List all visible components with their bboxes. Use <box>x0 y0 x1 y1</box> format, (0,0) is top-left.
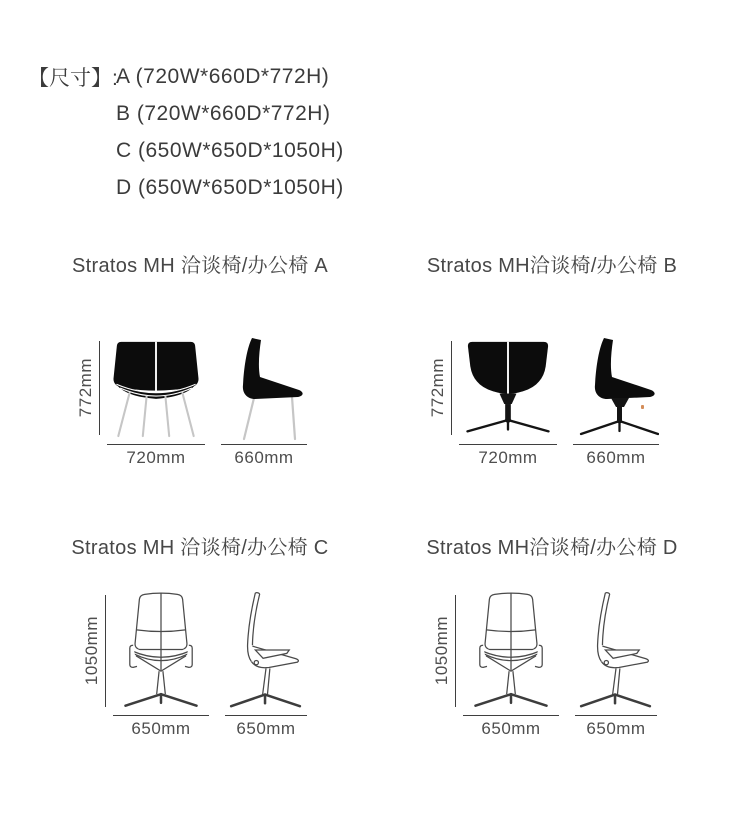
spec-item-a: A (720W*660D*772H) <box>116 64 330 88</box>
height-dimension-label: 1050mm <box>82 616 101 686</box>
side-view <box>575 590 657 739</box>
front-view <box>459 335 557 468</box>
spec-item-b: B (720W*660D*772H) <box>116 101 331 125</box>
spec-row <box>28 95 344 132</box>
spec-row <box>28 169 344 206</box>
chair-front-view-drawing <box>459 335 557 441</box>
depth-dimension-label: 650mm <box>225 715 307 739</box>
spec-row <box>28 132 344 169</box>
height-dimension <box>82 590 106 712</box>
depth-dimension-label: 650mm <box>575 715 657 739</box>
product-title-b: Stratos MH洽谈椅/办公椅 B <box>426 255 678 277</box>
front-view <box>463 590 559 739</box>
height-dimension-line <box>455 595 456 707</box>
product-title-d: Stratos MH洽谈椅/办公椅 D <box>426 537 678 559</box>
spec-item-d: D (650W*650D*1050H) <box>116 175 344 199</box>
size-spec-list <box>28 58 344 206</box>
height-dimension-line <box>451 341 452 435</box>
depth-dimension-label: 660mm <box>221 444 307 468</box>
chair-front-view-drawing <box>113 590 209 712</box>
chair-side-view-drawing <box>225 590 307 712</box>
side-view <box>221 335 307 468</box>
spec-item-c: C (650W*650D*1050H) <box>116 138 344 162</box>
height-dimension-label: 1050mm <box>432 616 451 686</box>
chair-side-view-drawing <box>573 335 659 441</box>
front-view <box>107 335 205 468</box>
height-dimension <box>428 335 452 441</box>
height-dimension <box>76 335 100 441</box>
dimension-figure-b <box>428 335 659 468</box>
stray-mark <box>641 405 644 409</box>
width-dimension-label: 720mm <box>107 444 205 468</box>
width-dimension-label: 650mm <box>463 715 559 739</box>
dimension-figure-a <box>76 335 307 468</box>
height-dimension-label: 772mm <box>76 358 95 418</box>
dimension-figure-d <box>432 590 657 739</box>
chair-front-view-drawing <box>107 335 205 441</box>
spec-list-label: 【尺寸】: <box>28 66 118 90</box>
height-dimension-line <box>105 595 106 707</box>
side-view <box>573 335 659 468</box>
product-title-c: Stratos MH 洽谈椅/办公椅 C <box>71 537 329 559</box>
height-dimension-label: 772mm <box>428 358 447 418</box>
chair-front-view-drawing <box>463 590 559 712</box>
width-dimension-label: 650mm <box>113 715 209 739</box>
height-dimension <box>432 590 456 712</box>
chair-side-view-drawing <box>221 335 307 441</box>
depth-dimension-label: 660mm <box>573 444 659 468</box>
product-title-a: Stratos MH 洽谈椅/办公椅 A <box>71 255 329 277</box>
height-dimension-line <box>99 341 100 435</box>
width-dimension-label: 720mm <box>459 444 557 468</box>
side-view <box>225 590 307 739</box>
chair-side-view-drawing <box>575 590 657 712</box>
front-view <box>113 590 209 739</box>
spec-row <box>28 58 344 95</box>
dimension-figure-c <box>82 590 307 739</box>
